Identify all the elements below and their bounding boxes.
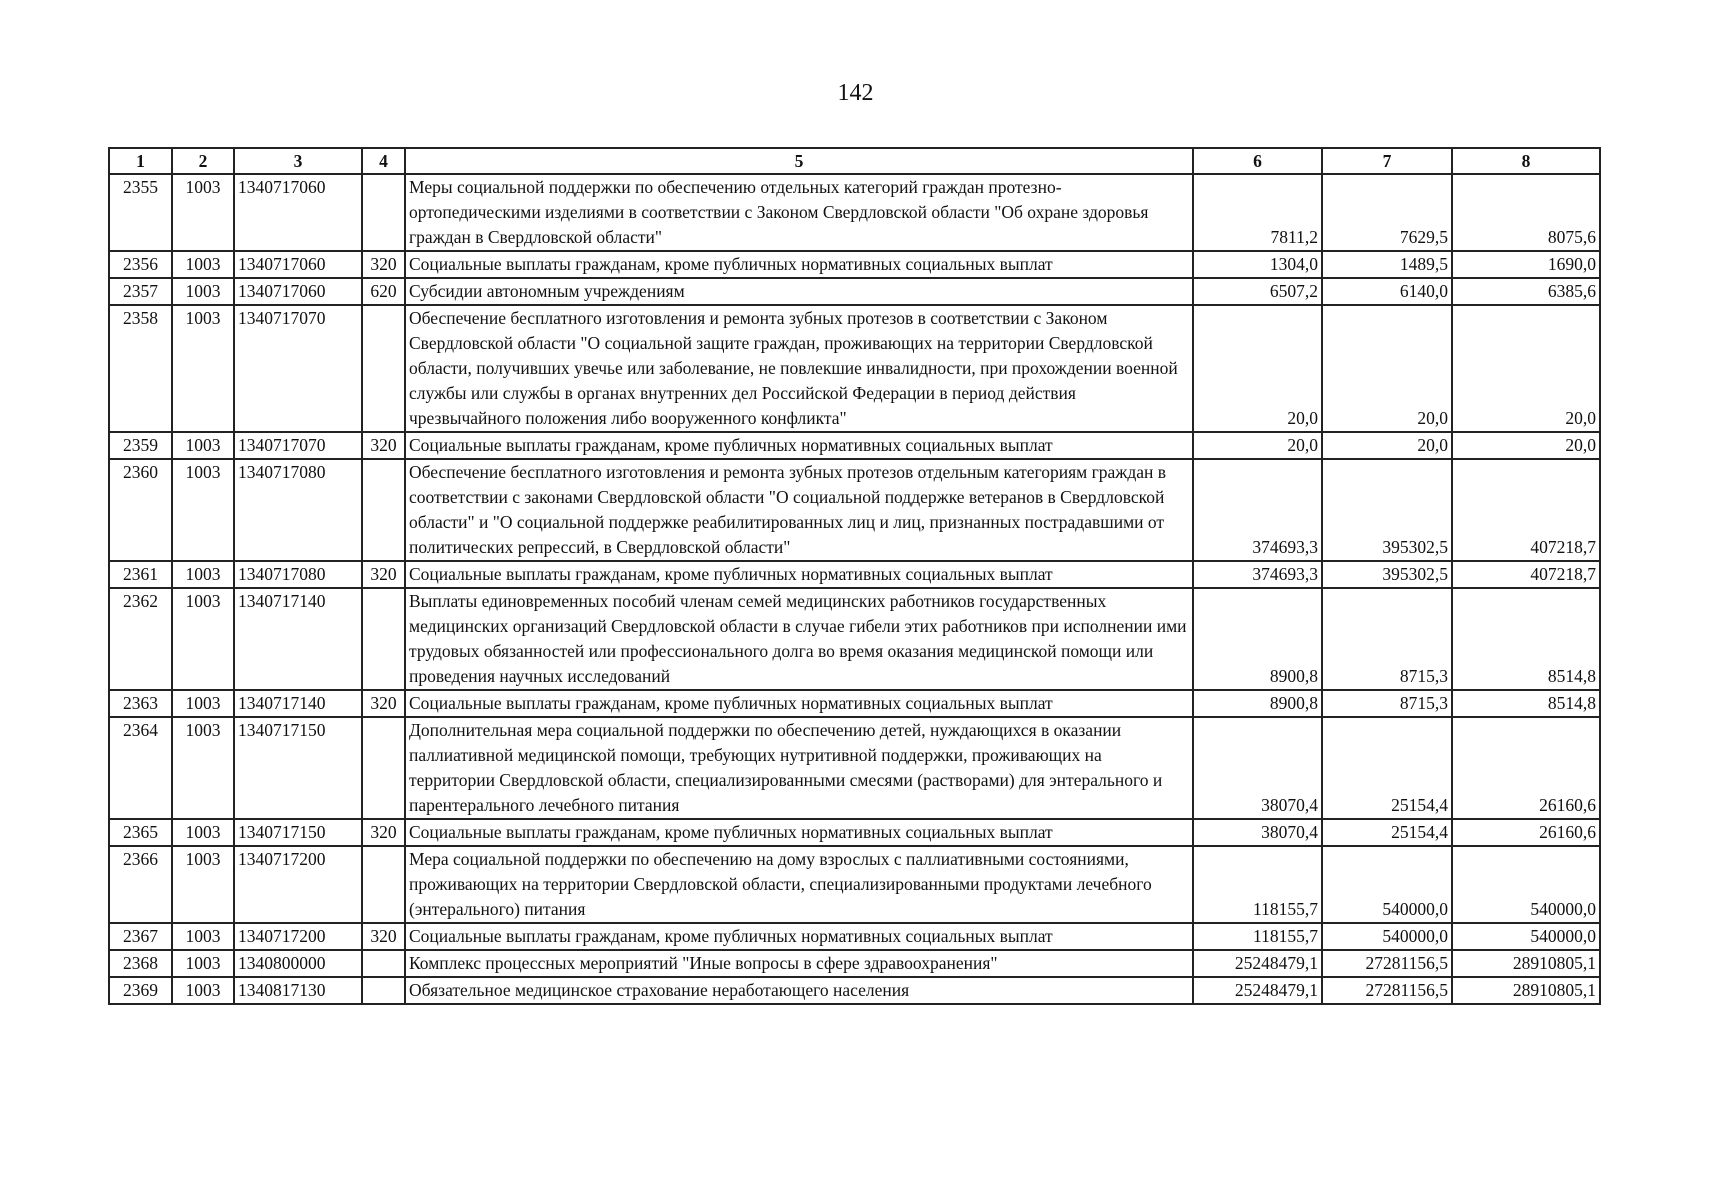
amount-col-8: 8075,6	[1452, 174, 1600, 251]
section-code: 1003	[172, 305, 234, 432]
section-code: 1003	[172, 846, 234, 923]
amount-col-6: 1304,0	[1193, 251, 1322, 278]
target-article-code: 1340717140	[234, 690, 362, 717]
amount-col-7: 27281156,5	[1322, 950, 1452, 977]
amount-col-6: 7811,2	[1193, 174, 1322, 251]
amount-col-6: 38070,4	[1193, 717, 1322, 819]
row-number: 2355	[109, 174, 172, 251]
budget-table	[108, 147, 1601, 1005]
target-article-code: 1340817130	[234, 977, 362, 1004]
amount-col-6: 374693,3	[1193, 561, 1322, 588]
amount-col-7: 8715,3	[1322, 588, 1452, 690]
section-code: 1003	[172, 977, 234, 1004]
item-name: Выплаты единовременных пособий членам семей медицинских работников государственных медицинских организаций Свердловской области в случае гибели этих работников при исполнении ими трудовых обязанностей или профессионального долга во время оказания медицинской помощи или проведения научных исследований	[405, 588, 1193, 690]
section-code: 1003	[172, 950, 234, 977]
target-article-code: 1340800000	[234, 950, 362, 977]
expense-type-code	[362, 950, 405, 977]
section-code: 1003	[172, 690, 234, 717]
amount-col-7: 540000,0	[1322, 846, 1452, 923]
expense-type-code	[362, 305, 405, 432]
row-number: 2356	[109, 251, 172, 278]
table-row	[109, 950, 1600, 977]
header-col-4: 4	[362, 148, 405, 174]
table-row	[109, 278, 1600, 305]
amount-col-8: 20,0	[1452, 305, 1600, 432]
amount-col-7: 20,0	[1322, 432, 1452, 459]
table-row	[109, 561, 1600, 588]
amount-col-8: 8514,8	[1452, 588, 1600, 690]
table-row	[109, 819, 1600, 846]
header-col-6: 6	[1193, 148, 1322, 174]
item-name: Социальные выплаты гражданам, кроме публичных нормативных социальных выплат	[405, 923, 1193, 950]
amount-col-6: 118155,7	[1193, 923, 1322, 950]
row-number: 2367	[109, 923, 172, 950]
amount-col-8: 407218,7	[1452, 561, 1600, 588]
target-article-code: 1340717150	[234, 819, 362, 846]
section-code: 1003	[172, 717, 234, 819]
amount-col-6: 25248479,1	[1193, 950, 1322, 977]
target-article-code: 1340717080	[234, 459, 362, 561]
header-col-8: 8	[1452, 148, 1600, 174]
header-col-3: 3	[234, 148, 362, 174]
section-code: 1003	[172, 819, 234, 846]
item-name: Обеспечение бесплатного изготовления и ремонта зубных протезов в соответствии с Законом Свердловской области "О социальной защите граждан, проживающих на территории Свердловской области, получивших увечье или заболевание, не повлекшие инвалидности, при прохождении военной службы или службы в органах внутренних дел Российской Федерации в период действия чрезвычайного положения либо вооруженного конфликта"	[405, 305, 1193, 432]
expense-type-code: 320	[362, 923, 405, 950]
amount-col-8: 28910805,1	[1452, 977, 1600, 1004]
expense-type-code	[362, 588, 405, 690]
row-number: 2360	[109, 459, 172, 561]
table-row	[109, 459, 1600, 561]
section-code: 1003	[172, 251, 234, 278]
header-col-7: 7	[1322, 148, 1452, 174]
amount-col-8: 26160,6	[1452, 819, 1600, 846]
table-row	[109, 588, 1600, 690]
header-col-2: 2	[172, 148, 234, 174]
section-code: 1003	[172, 278, 234, 305]
target-article-code: 1340717150	[234, 717, 362, 819]
target-article-code: 1340717140	[234, 588, 362, 690]
expense-type-code	[362, 174, 405, 251]
row-number: 2369	[109, 977, 172, 1004]
amount-col-8: 407218,7	[1452, 459, 1600, 561]
amount-col-6: 118155,7	[1193, 846, 1322, 923]
table-row	[109, 846, 1600, 923]
amount-col-6: 20,0	[1193, 305, 1322, 432]
amount-col-8: 20,0	[1452, 432, 1600, 459]
amount-col-7: 1489,5	[1322, 251, 1452, 278]
amount-col-6: 25248479,1	[1193, 977, 1322, 1004]
target-article-code: 1340717200	[234, 846, 362, 923]
table-row	[109, 174, 1600, 251]
row-number: 2366	[109, 846, 172, 923]
item-name: Меры социальной поддержки по обеспечению отдельных категорий граждан протезно-ортопедическими изделиями в соответствии с Законом Свердловской области "Об охране здоровья граждан в Свердловской области"	[405, 174, 1193, 251]
amount-col-6: 8900,8	[1193, 690, 1322, 717]
target-article-code: 1340717060	[234, 174, 362, 251]
section-code: 1003	[172, 923, 234, 950]
target-article-code: 1340717070	[234, 305, 362, 432]
item-name: Обязательное медицинское страхование неработающего населения	[405, 977, 1193, 1004]
table-row	[109, 717, 1600, 819]
target-article-code: 1340717070	[234, 432, 362, 459]
table-row	[109, 690, 1600, 717]
expense-type-code: 320	[362, 690, 405, 717]
table-row	[109, 977, 1600, 1004]
amount-col-7: 6140,0	[1322, 278, 1452, 305]
amount-col-7: 395302,5	[1322, 561, 1452, 588]
amount-col-7: 25154,4	[1322, 819, 1452, 846]
row-number: 2358	[109, 305, 172, 432]
row-number: 2361	[109, 561, 172, 588]
amount-col-6: 38070,4	[1193, 819, 1322, 846]
section-code: 1003	[172, 588, 234, 690]
row-number: 2363	[109, 690, 172, 717]
expense-type-code: 320	[362, 432, 405, 459]
expense-type-code: 320	[362, 819, 405, 846]
item-name: Социальные выплаты гражданам, кроме публичных нормативных социальных выплат	[405, 251, 1193, 278]
amount-col-7: 7629,5	[1322, 174, 1452, 251]
amount-col-8: 6385,6	[1452, 278, 1600, 305]
amount-col-8: 28910805,1	[1452, 950, 1600, 977]
amount-col-7: 395302,5	[1322, 459, 1452, 561]
amount-col-8: 540000,0	[1452, 846, 1600, 923]
table-row	[109, 305, 1600, 432]
row-number: 2365	[109, 819, 172, 846]
target-article-code: 1340717060	[234, 251, 362, 278]
header-row	[109, 148, 1600, 174]
amount-col-7: 25154,4	[1322, 717, 1452, 819]
expense-type-code	[362, 846, 405, 923]
item-name: Социальные выплаты гражданам, кроме публичных нормативных социальных выплат	[405, 819, 1193, 846]
item-name: Обеспечение бесплатного изготовления и ремонта зубных протезов отдельным категориям граждан в соответствии с законами Свердловской области "О социальной поддержке ветеранов в Свердловской области" и "О социальной поддержке реабилитированных лиц и лиц, признанных пострадавшими от политических репрессий, в Свердловской области"	[405, 459, 1193, 561]
amount-col-8: 1690,0	[1452, 251, 1600, 278]
amount-col-6: 374693,3	[1193, 459, 1322, 561]
section-code: 1003	[172, 432, 234, 459]
amount-col-7: 540000,0	[1322, 923, 1452, 950]
amount-col-8: 26160,6	[1452, 717, 1600, 819]
expense-type-code: 620	[362, 278, 405, 305]
row-number: 2364	[109, 717, 172, 819]
amount-col-7: 27281156,5	[1322, 977, 1452, 1004]
amount-col-6: 8900,8	[1193, 588, 1322, 690]
expense-type-code	[362, 717, 405, 819]
target-article-code: 1340717200	[234, 923, 362, 950]
row-number: 2359	[109, 432, 172, 459]
row-number: 2357	[109, 278, 172, 305]
target-article-code: 1340717080	[234, 561, 362, 588]
table-row	[109, 923, 1600, 950]
amount-col-8: 540000,0	[1452, 923, 1600, 950]
table-row	[109, 432, 1600, 459]
amount-col-8: 8514,8	[1452, 690, 1600, 717]
row-number: 2368	[109, 950, 172, 977]
header-col-5: 5	[405, 148, 1193, 174]
amount-col-6: 6507,2	[1193, 278, 1322, 305]
expense-type-code	[362, 459, 405, 561]
table-header	[109, 148, 1600, 174]
target-article-code: 1340717060	[234, 278, 362, 305]
expense-type-code: 320	[362, 251, 405, 278]
section-code: 1003	[172, 459, 234, 561]
item-name: Мера социальной поддержки по обеспечению на дому взрослых с паллиативными состояниями, проживающих на территории Свердловской области, специализированными продуктами лечебного (энтерального) питания	[405, 846, 1193, 923]
item-name: Комплекс процессных мероприятий "Иные вопросы в сфере здравоохранения"	[405, 950, 1193, 977]
item-name: Социальные выплаты гражданам, кроме публичных нормативных социальных выплат	[405, 432, 1193, 459]
expense-type-code	[362, 977, 405, 1004]
amount-col-7: 20,0	[1322, 305, 1452, 432]
header-col-1: 1	[109, 148, 172, 174]
table-row	[109, 251, 1600, 278]
item-name: Дополнительная мера социальной поддержки по обеспечению детей, нуждающихся в оказании паллиативной медицинской помощи, требующих нутритивной поддержки, проживающих на территории Свердловской области, специализированными смесями (растворами) для энтерального и парентерального лечебного питания	[405, 717, 1193, 819]
page-number: 142	[837, 80, 874, 106]
amount-col-6: 20,0	[1193, 432, 1322, 459]
table-body	[109, 174, 1600, 1004]
item-name: Субсидии автономным учреждениям	[405, 278, 1193, 305]
item-name: Социальные выплаты гражданам, кроме публичных нормативных социальных выплат	[405, 561, 1193, 588]
expense-type-code: 320	[362, 561, 405, 588]
item-name: Социальные выплаты гражданам, кроме публичных нормативных социальных выплат	[405, 690, 1193, 717]
section-code: 1003	[172, 561, 234, 588]
row-number: 2362	[109, 588, 172, 690]
amount-col-7: 8715,3	[1322, 690, 1452, 717]
section-code: 1003	[172, 174, 234, 251]
